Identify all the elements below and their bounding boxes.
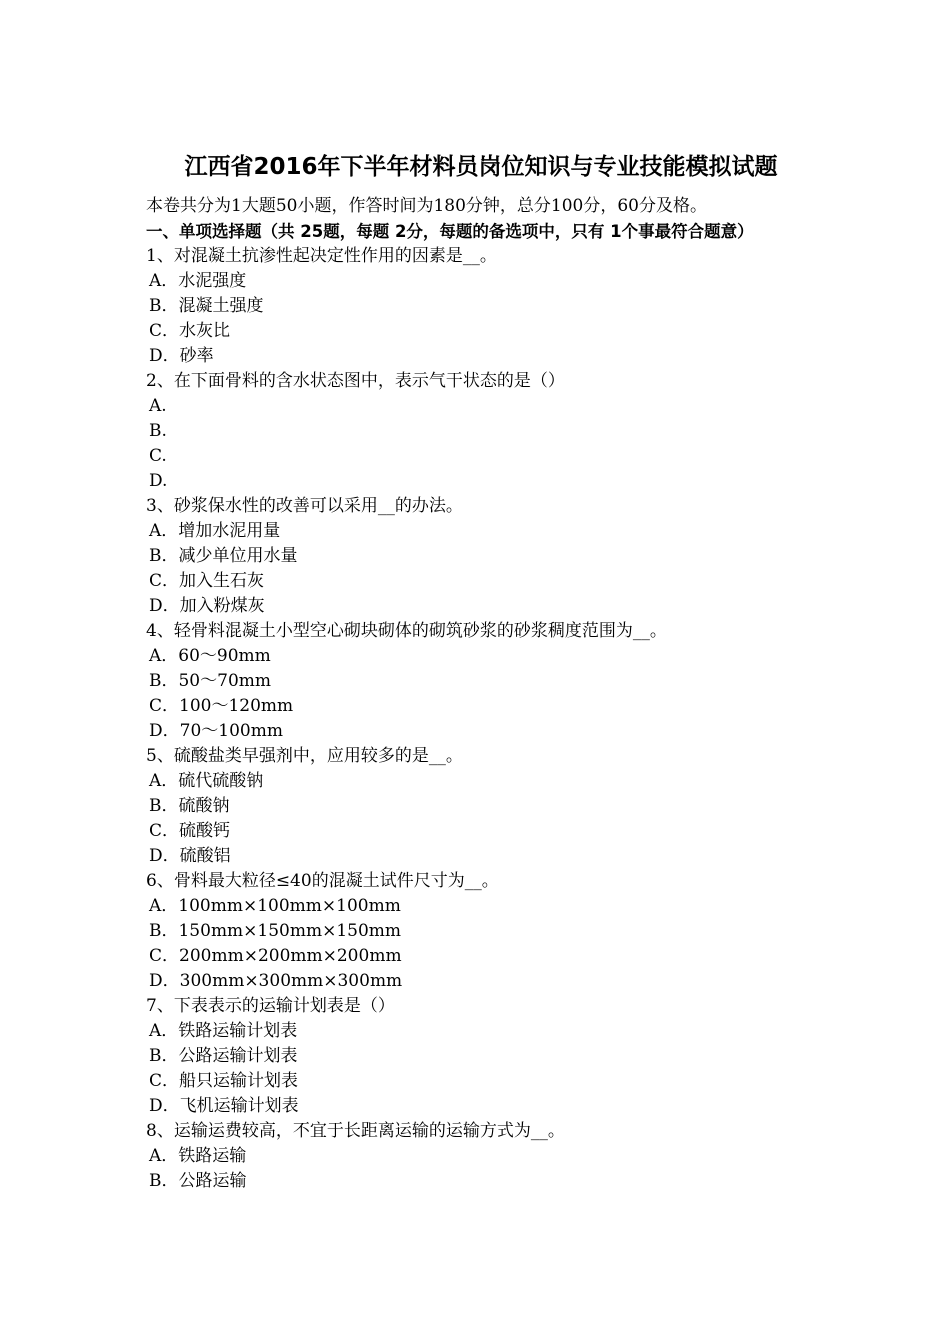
answer-option: B．公路运输计划表 <box>149 1046 298 1066</box>
question-text: 7、下表表示的运输计划表是（） <box>146 996 395 1016</box>
question-text: 8、运输运费较高，不宜于长距离运输的运输方式为__。 <box>146 1121 565 1141</box>
answer-option: A．硫代硫酸钠 <box>149 771 264 791</box>
question-8 <box>146 1119 816 1194</box>
question-text: 5、硫酸盐类早强剂中，应用较多的是__。 <box>146 746 463 766</box>
question-6 <box>146 869 816 994</box>
answer-option: D．300mm×300mm×300mm <box>149 971 403 991</box>
answer-option: C．船只运输计划表 <box>149 1071 299 1091</box>
answer-option: D．加入粉煤灰 <box>149 596 265 616</box>
answer-option: B．硫酸钠 <box>149 796 230 816</box>
answer-option: D．70～100mm <box>149 721 283 741</box>
answer-option: A. <box>149 396 167 416</box>
answer-option: B．50～70mm <box>149 671 271 691</box>
answer-option: A．60～90mm <box>149 646 271 666</box>
question-text: 4、轻骨料混凝土小型空心砌块砌体的砌筑砂浆的砂浆稠度范围为__。 <box>146 621 667 641</box>
answer-option: A．增加水泥用量 <box>149 521 281 541</box>
question-7 <box>146 994 816 1119</box>
answer-option: A．铁路运输 <box>149 1146 247 1166</box>
question-text: 1、对混凝土抗渗性起决定性作用的因素是__。 <box>146 246 497 266</box>
answer-option: A．铁路运输计划表 <box>149 1021 298 1041</box>
answer-option: B．150mm×150mm×150mm <box>149 921 402 941</box>
question-3 <box>146 494 816 619</box>
answer-option: C．加入生石灰 <box>149 571 265 591</box>
answer-option: A．水泥强度 <box>149 271 247 291</box>
question-5 <box>146 744 816 869</box>
question-4 <box>146 619 816 744</box>
answer-option: A．100mm×100mm×100mm <box>149 896 401 916</box>
answer-option: B．减少单位用水量 <box>149 546 298 566</box>
answer-option: C．水灰比 <box>149 321 231 341</box>
question-text: 3、砂浆保水性的改善可以采用__的办法。 <box>146 496 463 516</box>
answer-option: B．混凝土强度 <box>149 296 264 316</box>
question-2 <box>146 369 816 494</box>
exam-intro: 本卷共分为1大题50小题，作答时间为180分钟，总分100分，60分及格。 <box>146 196 707 216</box>
answer-option: B. <box>149 421 167 441</box>
answer-option: B．公路运输 <box>149 1171 247 1191</box>
answer-option: C．200mm×200mm×200mm <box>149 946 402 966</box>
answer-option: C．硫酸钙 <box>149 821 231 841</box>
section-heading: 一、单项选择题（共 25题，每题 2分，每题的备选项中，只有 1个事最符合题意） <box>146 222 754 241</box>
answer-option: D. <box>149 471 168 491</box>
question-text: 6、骨料最大粒径≤40的混凝土试件尺寸为__。 <box>146 871 499 891</box>
answer-option: D．飞机运输计划表 <box>149 1096 299 1116</box>
answer-option: D．砂率 <box>149 346 214 366</box>
answer-option: C. <box>149 446 167 466</box>
document-page <box>146 150 816 1194</box>
answer-option: D．硫酸铝 <box>149 846 231 866</box>
question-text: 2、在下面骨料的含水状态图中，表示气干状态的是（） <box>146 371 565 391</box>
answer-option: C．100～120mm <box>149 696 294 716</box>
question-1 <box>146 244 816 369</box>
question-list <box>146 244 816 1194</box>
document-title: 江西省2016年下半年材料员岗位知识与专业技能模拟试题 <box>184 154 778 180</box>
